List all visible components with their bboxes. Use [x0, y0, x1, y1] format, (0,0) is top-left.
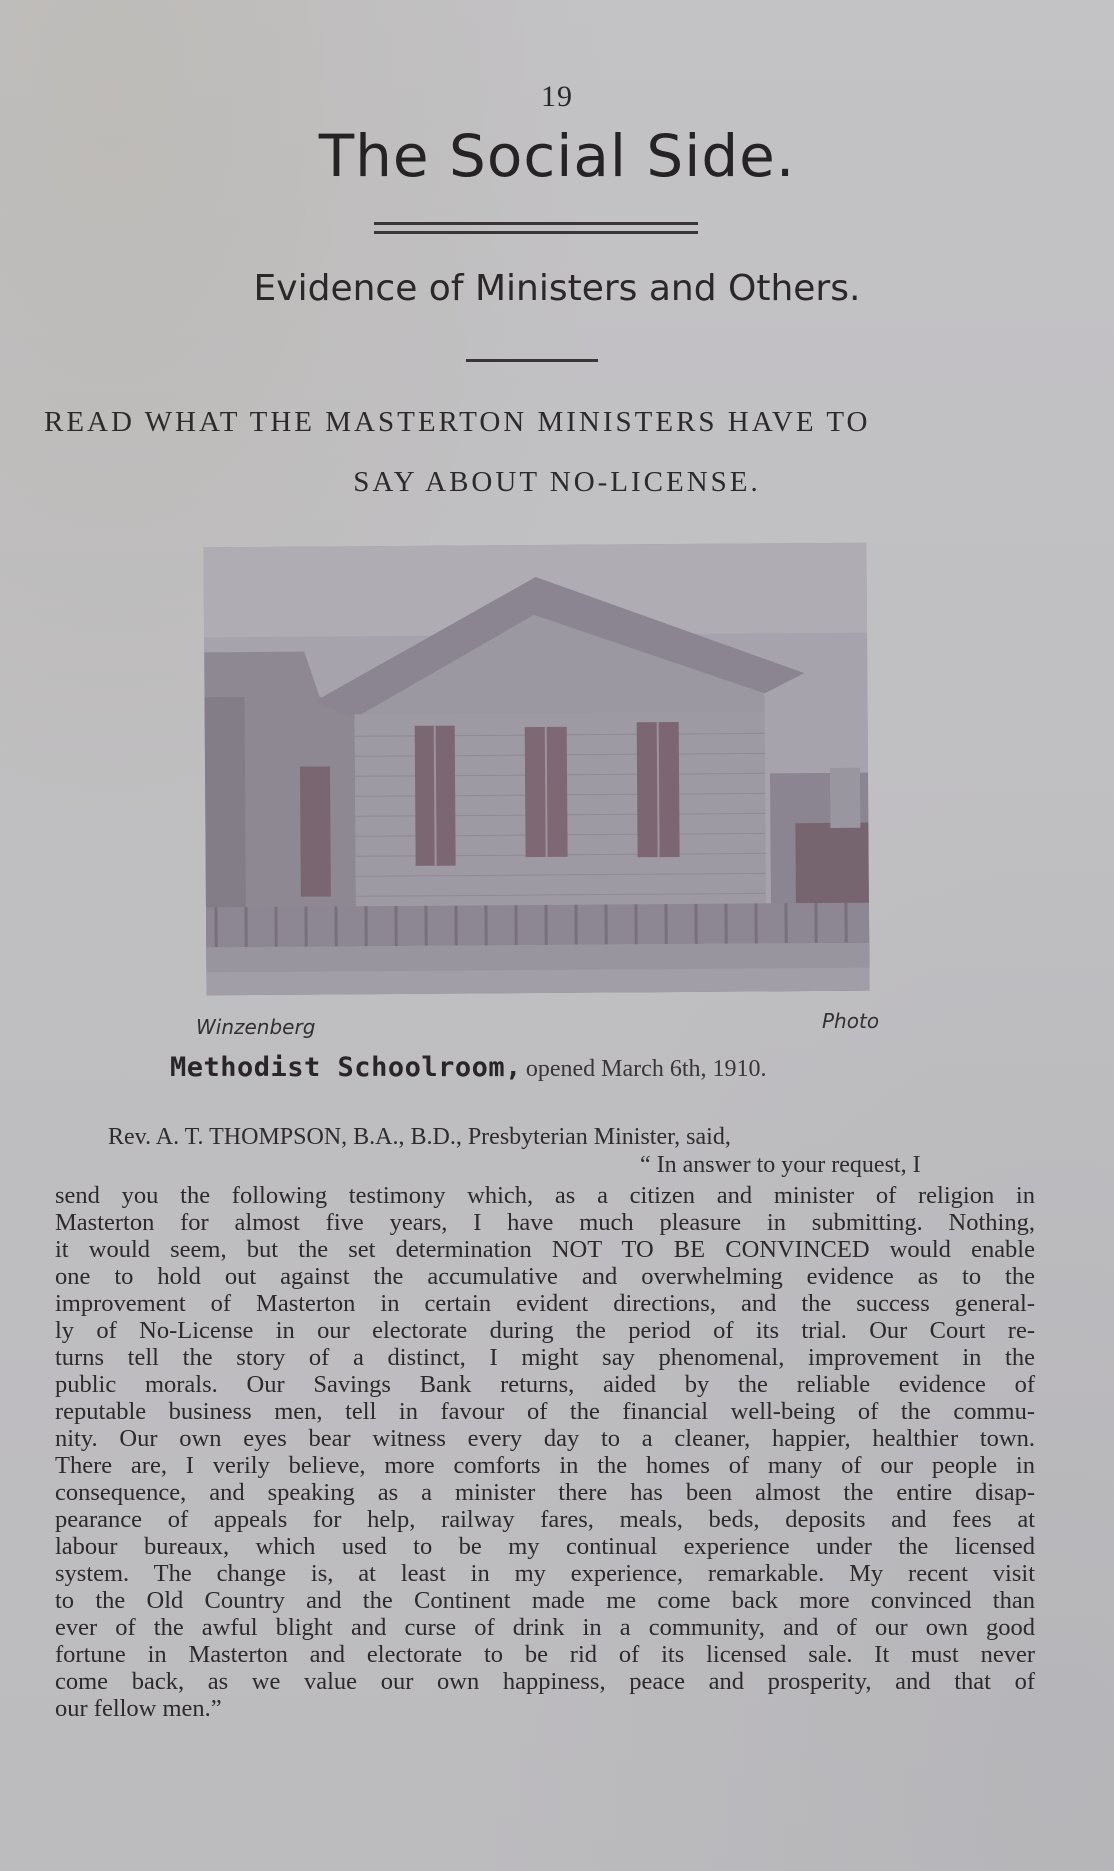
testimony-body [55, 1182, 1035, 1722]
photo-caption-date: opened March 6th, 1910. [525, 1056, 767, 1082]
body-line: system. The change is, at least in my experience, remarkable. My recent visit [55, 1560, 1035, 1587]
body-line: consequence, and speaking as a minister there has been almost the entire disap- [55, 1479, 1035, 1506]
body-line: fortune in Masterton and electorate to be rid of its licensed sale. It must never [55, 1641, 1035, 1668]
body-line: labour bureaux, which used to be my continual experience under the licensed [55, 1533, 1035, 1560]
body-line: one to hold out against the accumulative and overwhelming evidence as to the [55, 1263, 1035, 1290]
schoolroom-photo-image [203, 543, 869, 996]
body-line: nity. Our own eyes bear witness every day to a cleaner, happier, healthier town. [55, 1425, 1035, 1452]
body-line: it would seem, but the set determination NOT TO BE CONVINCED would enable [55, 1236, 1035, 1263]
title-rule-top [374, 222, 698, 225]
photographer-credit: Winzenberg [196, 1015, 316, 1039]
body-line: send you the following testimony which, as a citizen and minister of religion in [55, 1182, 1035, 1209]
body-line: reputable business men, tell in favour of the financial well-being of the commu- [55, 1398, 1035, 1425]
testimony-intro: Rev. A. T. THOMPSON, B.A., B.D., Presbyterian Minister, said, [108, 1124, 731, 1150]
photo-caption-name: Methodist Schoolroom, [170, 1052, 522, 1083]
body-line: turns tell the story of a distinct, I might say phenomenal, improvement in the [55, 1344, 1035, 1371]
body-line: Masterton for almost five years, I have much pleasure in submitting. Nothing, [55, 1209, 1035, 1236]
body-line: improvement of Masterton in certain evident directions, and the success general- [55, 1290, 1035, 1317]
headline-line-1: READ WHAT THE MASTERTON MINISTERS HAVE TO [44, 406, 871, 438]
page-title: The Social Side. [318, 122, 796, 190]
subtitle-rule [466, 359, 598, 362]
photo-credit-label: Photo [822, 1009, 880, 1033]
body-line: come back, as we value our own happiness, peace and prosperity, and that of [55, 1668, 1035, 1695]
testimony-quote-start: “ In answer to your request, I [640, 1152, 921, 1178]
title-rule-bottom [374, 231, 698, 234]
schoolroom-photo [203, 543, 869, 996]
body-line: ever of the awful blight and curse of drink in a community, and of our own good [55, 1614, 1035, 1641]
body-line: pearance of appeals for help, railway fares, meals, beds, deposits and fees at [55, 1506, 1035, 1533]
body-line: to the Old Country and the Continent made me come back more convinced than [55, 1587, 1035, 1614]
page-number: 19 [541, 80, 573, 113]
body-line: our fellow men.” [55, 1695, 222, 1722]
section-subtitle: Evidence of Ministers and Others. [253, 268, 861, 309]
body-line: There are, I verily believe, more comforts in the homes of many of our people in [55, 1452, 1035, 1479]
body-line: ly of No-License in our electorate during the period of its trial. Our Court re- [55, 1317, 1035, 1344]
photo-caption [170, 1052, 930, 1083]
body-line: public morals. Our Savings Bank returns, aided by the reliable evidence of [55, 1371, 1035, 1398]
headline-line-2: SAY ABOUT NO-LICENSE. [353, 466, 761, 498]
